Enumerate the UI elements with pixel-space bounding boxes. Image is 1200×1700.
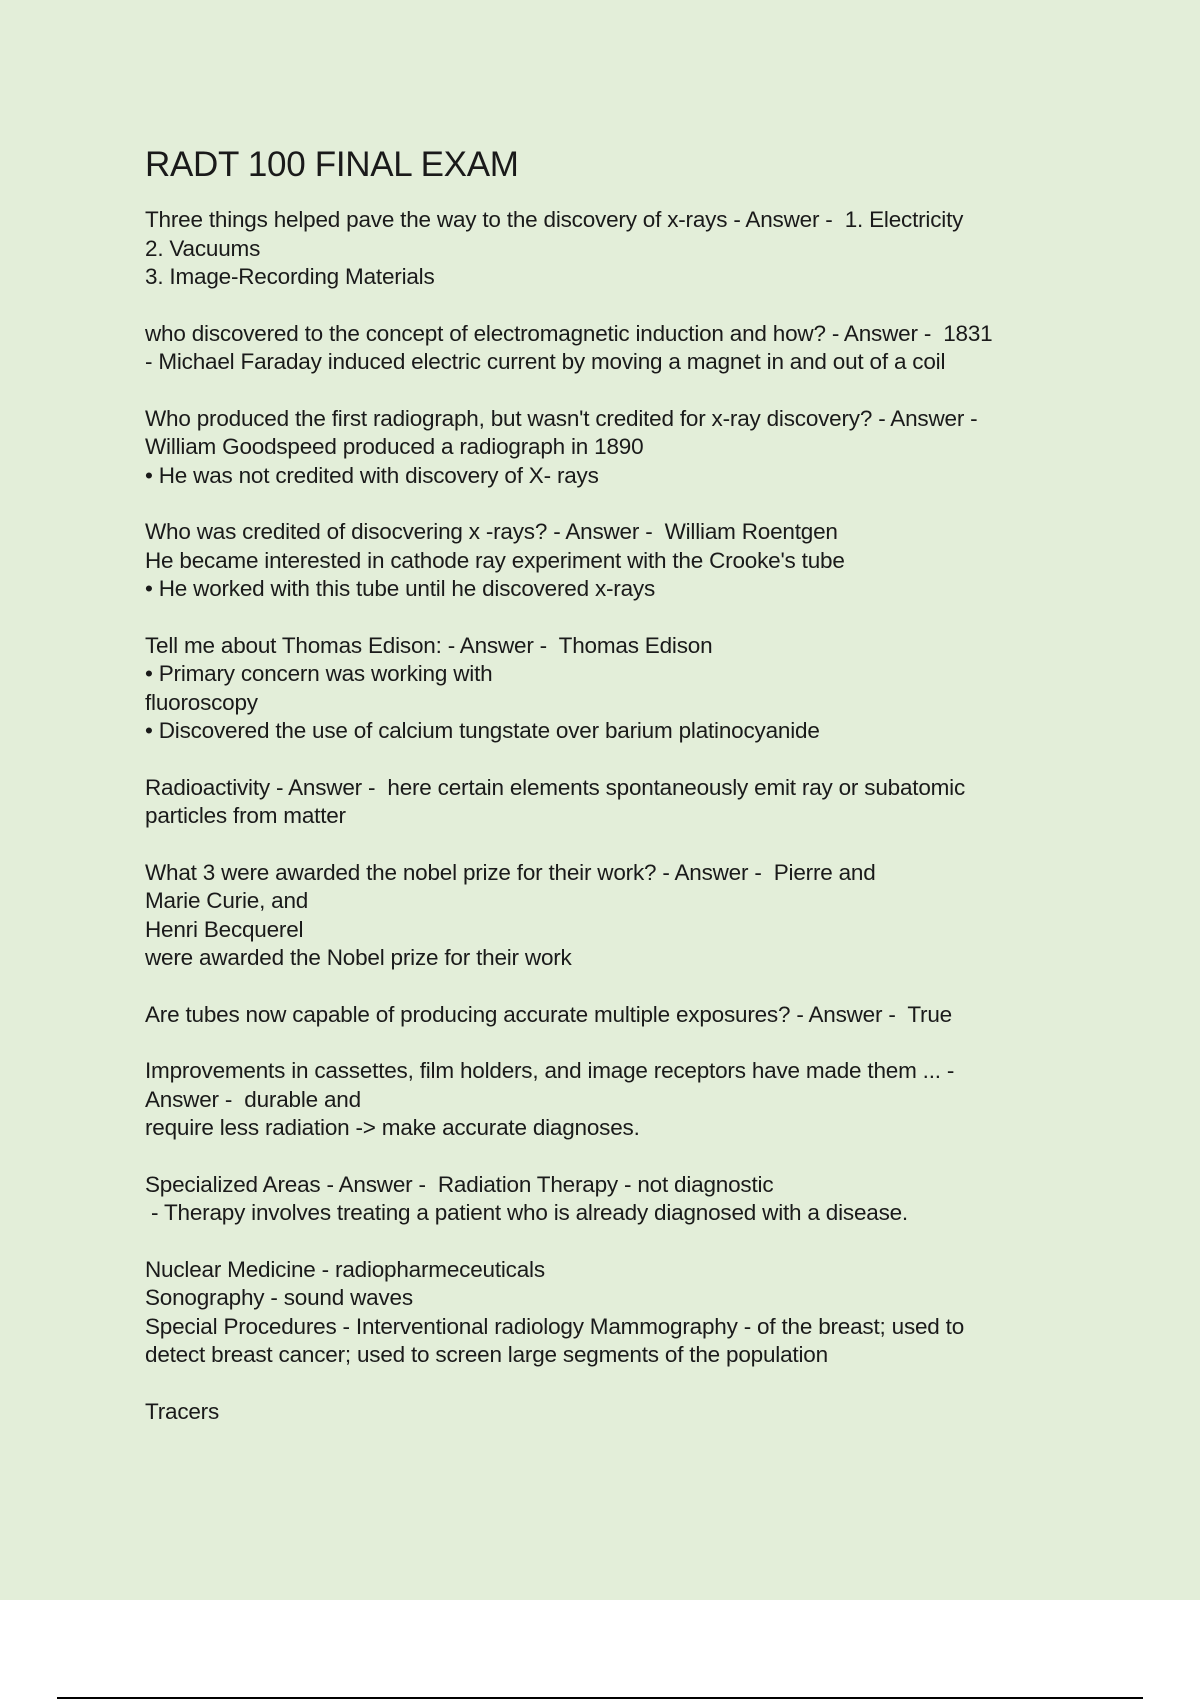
text-line: Answer - durable and bbox=[145, 1086, 361, 1112]
text-line: Improvements in cassettes, film holders, and image receptors have made them ... - bbox=[145, 1058, 955, 1083]
text-line: Tell me about Thomas Edison: - Answer - Thomas Edison bbox=[145, 632, 713, 658]
text-line: Three things helped pave the way to the discovery of x-rays - Answer - 1. Electricity bbox=[145, 207, 964, 232]
text-line: require less radiation -> make accurate diagnoses. bbox=[145, 1115, 640, 1140]
text-line: Who was credited of disocvering x -rays? - Answer - William Roentgen bbox=[145, 519, 838, 544]
footer-rule bbox=[57, 1697, 1143, 1699]
text-line: - Therapy involves treating a patient who is already diagnosed with a disease. bbox=[145, 1200, 908, 1225]
document-title: RADT 100 FINAL EXAM bbox=[145, 145, 519, 184]
text-line: detect breast cancer; used to screen large segments of the population bbox=[145, 1342, 828, 1367]
text-line: Are tubes now capable of producing accurate multiple exposures? - Answer - True bbox=[145, 1001, 952, 1027]
qa-block-11 bbox=[145, 1256, 1095, 1370]
text-line: - Michael Faraday induced electric current by moving a magnet in and out of a coil bbox=[145, 349, 946, 374]
text-line: • He worked with this tube until he discovered x-rays bbox=[145, 576, 656, 601]
qa-block-7 bbox=[145, 859, 1095, 973]
text-line: William Goodspeed produced a radiograph in 1890 bbox=[145, 434, 644, 459]
qa-block-10 bbox=[145, 1171, 1095, 1228]
text-line: were awarded the Nobel prize for their work bbox=[145, 945, 572, 970]
text-line: • Discovered the use of calcium tungstate over barium platinocyanide bbox=[145, 718, 820, 743]
text-line: Radioactivity - Answer - here certain elements spontaneously emit ray or subatomic bbox=[145, 774, 966, 800]
text-line: Henri Becquerel bbox=[145, 916, 304, 942]
qa-block-1 bbox=[145, 206, 1095, 292]
text-line: particles from matter bbox=[145, 803, 346, 828]
qa-block-4 bbox=[145, 518, 1095, 604]
qa-block-9 bbox=[145, 1057, 1095, 1143]
qa-block-3 bbox=[145, 405, 1095, 491]
text-line: He became interested in cathode ray experiment with the Crooke's tube bbox=[145, 547, 845, 573]
document-content bbox=[145, 142, 1095, 1454]
qa-block-12 bbox=[145, 1398, 1095, 1427]
text-line: who discovered to the concept of electromagnetic induction and how? - Answer - 1831 bbox=[145, 320, 993, 346]
text-line: • He was not credited with discovery of X- rays bbox=[145, 462, 599, 488]
text-line: Tracers bbox=[145, 1398, 220, 1424]
text-line: Special Procedures - Interventional radiology Mammography - of the breast; used to bbox=[145, 1313, 965, 1339]
qa-block-5 bbox=[145, 632, 1095, 746]
text-line: Who produced the first radiograph, but wasn't credited for x-ray discovery? - Answer - bbox=[145, 405, 978, 431]
qa-block-6 bbox=[145, 774, 1095, 831]
qa-block-2 bbox=[145, 320, 1095, 377]
text-line: What 3 were awarded the nobel prize for their work? - Answer - Pierre and bbox=[145, 859, 876, 885]
text-line: fluoroscopy bbox=[145, 689, 258, 715]
text-line: 3. Image-Recording Materials bbox=[145, 264, 435, 289]
text-line: • Primary concern was working with bbox=[145, 661, 493, 686]
text-line: Sonography - sound waves bbox=[145, 1285, 413, 1310]
text-line: Nuclear Medicine - radiopharmeceuticals bbox=[145, 1256, 545, 1282]
qa-block-8 bbox=[145, 1001, 1095, 1030]
text-line: Marie Curie, and bbox=[145, 888, 309, 913]
text-line: Specialized Areas - Answer - Radiation Therapy - not diagnostic bbox=[145, 1171, 774, 1197]
text-line: 2. Vacuums bbox=[145, 235, 261, 261]
